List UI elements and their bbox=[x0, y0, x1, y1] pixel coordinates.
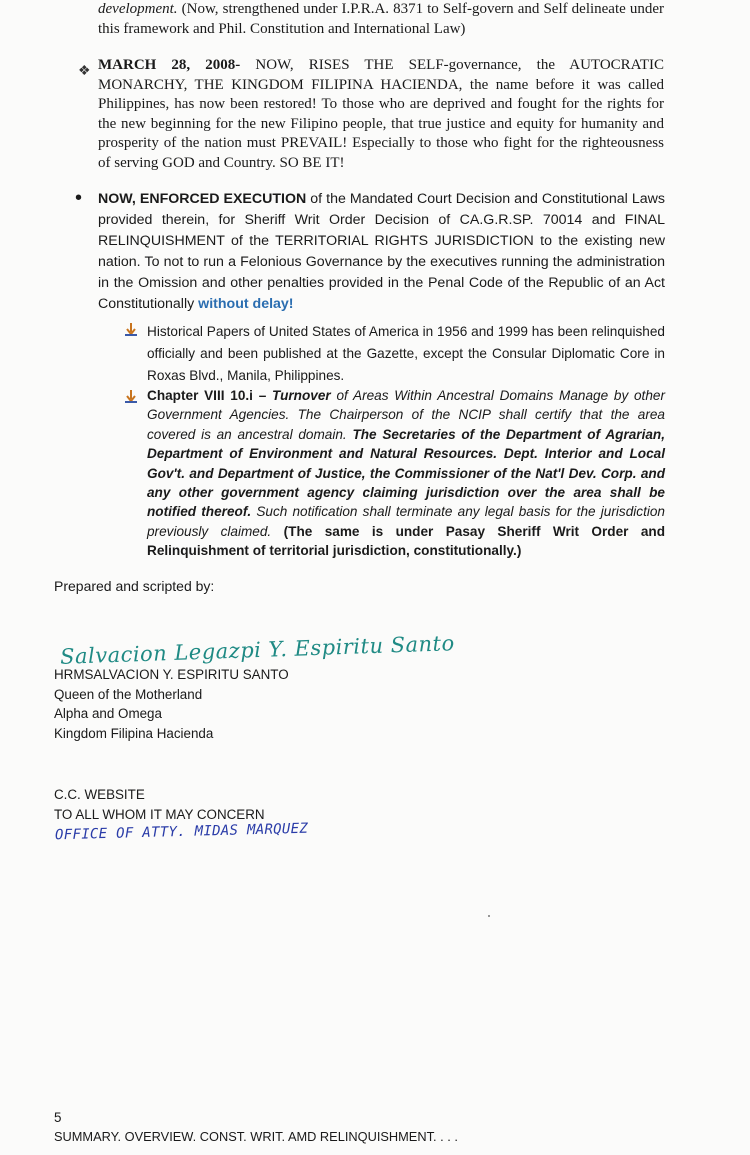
chapter-text-2: Such notification shall terminate any legal basis for the jurisdiction previously claimed. bbox=[147, 504, 665, 539]
signer-name: HRMSALVACION Y. ESPIRITU SANTO bbox=[54, 667, 289, 682]
arrow-down-plus-icon bbox=[124, 322, 138, 340]
chapter-end-text: (The same is under Pasay Sheriff Writ Order and Relinquishment of territorial jurisdiction, constitutionally.) bbox=[147, 523, 666, 559]
enforced-title: NOW, ENFORCED EXECUTION bbox=[98, 191, 307, 207]
handwritten-cc-note: OFFICE OF ATTY. MIDAS MARQUEZ bbox=[54, 820, 309, 844]
prepared-by-label: Prepared and scripted by: bbox=[54, 578, 215, 594]
top-paragraph-text: (Now, strengthened under I.P.R.A. 8371 to Self-govern and Self delineate under this framework and Phil. Constitution and International Law) bbox=[98, 1, 664, 37]
signer-title-3: Kingdom Filipina Hacienda bbox=[54, 725, 214, 741]
signer-title-2: Alpha and Omega bbox=[54, 706, 162, 722]
march-date: MARCH 28, 2008- bbox=[98, 57, 241, 73]
without-delay-emphasis: without delay! bbox=[198, 296, 294, 312]
diamond-cross-bullet-icon: ❖ bbox=[78, 62, 91, 78]
cc-website: C.C. WEBSITE bbox=[54, 787, 145, 802]
handwritten-signature: Salvacion Legazpi Y. Espiritu Santo bbox=[59, 631, 456, 669]
arrow-down-plus-icon bbox=[124, 389, 138, 407]
top-paragraph bbox=[98, 0, 664, 39]
chapter-bold-text: The Secretaries of the Department of Agrarian, Department of Environment and Natural Resources. Dept. Interior and Local Gov't. and Department of Justice, the Commissioner of the Nat'l Dev. Corp. and any other government agency claiming jurisdiction over the area shall be notified thereof. bbox=[147, 426, 666, 520]
chapter-text-1: of Areas Within Ancestral Domains Manage by other Government Agencies. The Chairperson of the NCIP shall certify that the area covered is an ancestral domain. bbox=[147, 388, 665, 442]
march-text: NOW, RISES THE SELF-governance, the AUTOCRATIC MONARCHY, THE KINGDOM FILIPINA HACIENDA, the name before it was called Philippines, has now been restored! To those who are deprived and fought for the rights for the new beginning for the new Filipino people, that true justice and equity for humanity and prosperity of the nation must PREVAIL! Especially to those who fight for the righteousness of serving GOD and Country. SO BE IT! bbox=[98, 57, 664, 171]
page-number: 5 bbox=[54, 1110, 62, 1125]
enforced-text: of the Mandated Court Decision and Constitutional Laws provided therein, for Sheriff Writ Order Decision of CA.G.R.SP. 70014 and FINAL RELINQUISHMENT of the TERRITORIAL RIGHTS JURISDICTION to the existing new nation. To not to run a Felonious Governance by the executives running the administration in the Omission and other penalties provided in the Penal Code of the Republic of an Act Constitutionally bbox=[98, 191, 665, 312]
sub-item-historical-papers: Historical Papers of United States of America in 1956 and 1999 has been relinquished officially and been published at the Gazette, except the Consular Diplomatic Core in Roxas Blvd., Manila, Philippines. bbox=[147, 324, 665, 383]
chapter-label: Chapter VIII 10.i – bbox=[147, 388, 273, 403]
sub-item-chapter-viii bbox=[147, 386, 665, 561]
turnover-word: Turnover bbox=[272, 388, 331, 403]
signer-block bbox=[54, 665, 289, 743]
cc-concern: TO ALL WHOM IT MAY CONCERN bbox=[54, 807, 265, 822]
dot-bullet-icon: • bbox=[75, 187, 83, 209]
cc-block bbox=[54, 785, 265, 825]
scan-speck bbox=[488, 915, 490, 917]
enforced-item bbox=[98, 189, 665, 315]
footer-title: SUMMARY. OVERVIEW. CONST. WRIT. AMD RELINQUISHMENT. . . . bbox=[54, 1129, 458, 1144]
development-word: development. bbox=[98, 1, 178, 17]
signer-title-1: Queen of the Motherland bbox=[54, 686, 203, 702]
march-item bbox=[98, 56, 664, 173]
